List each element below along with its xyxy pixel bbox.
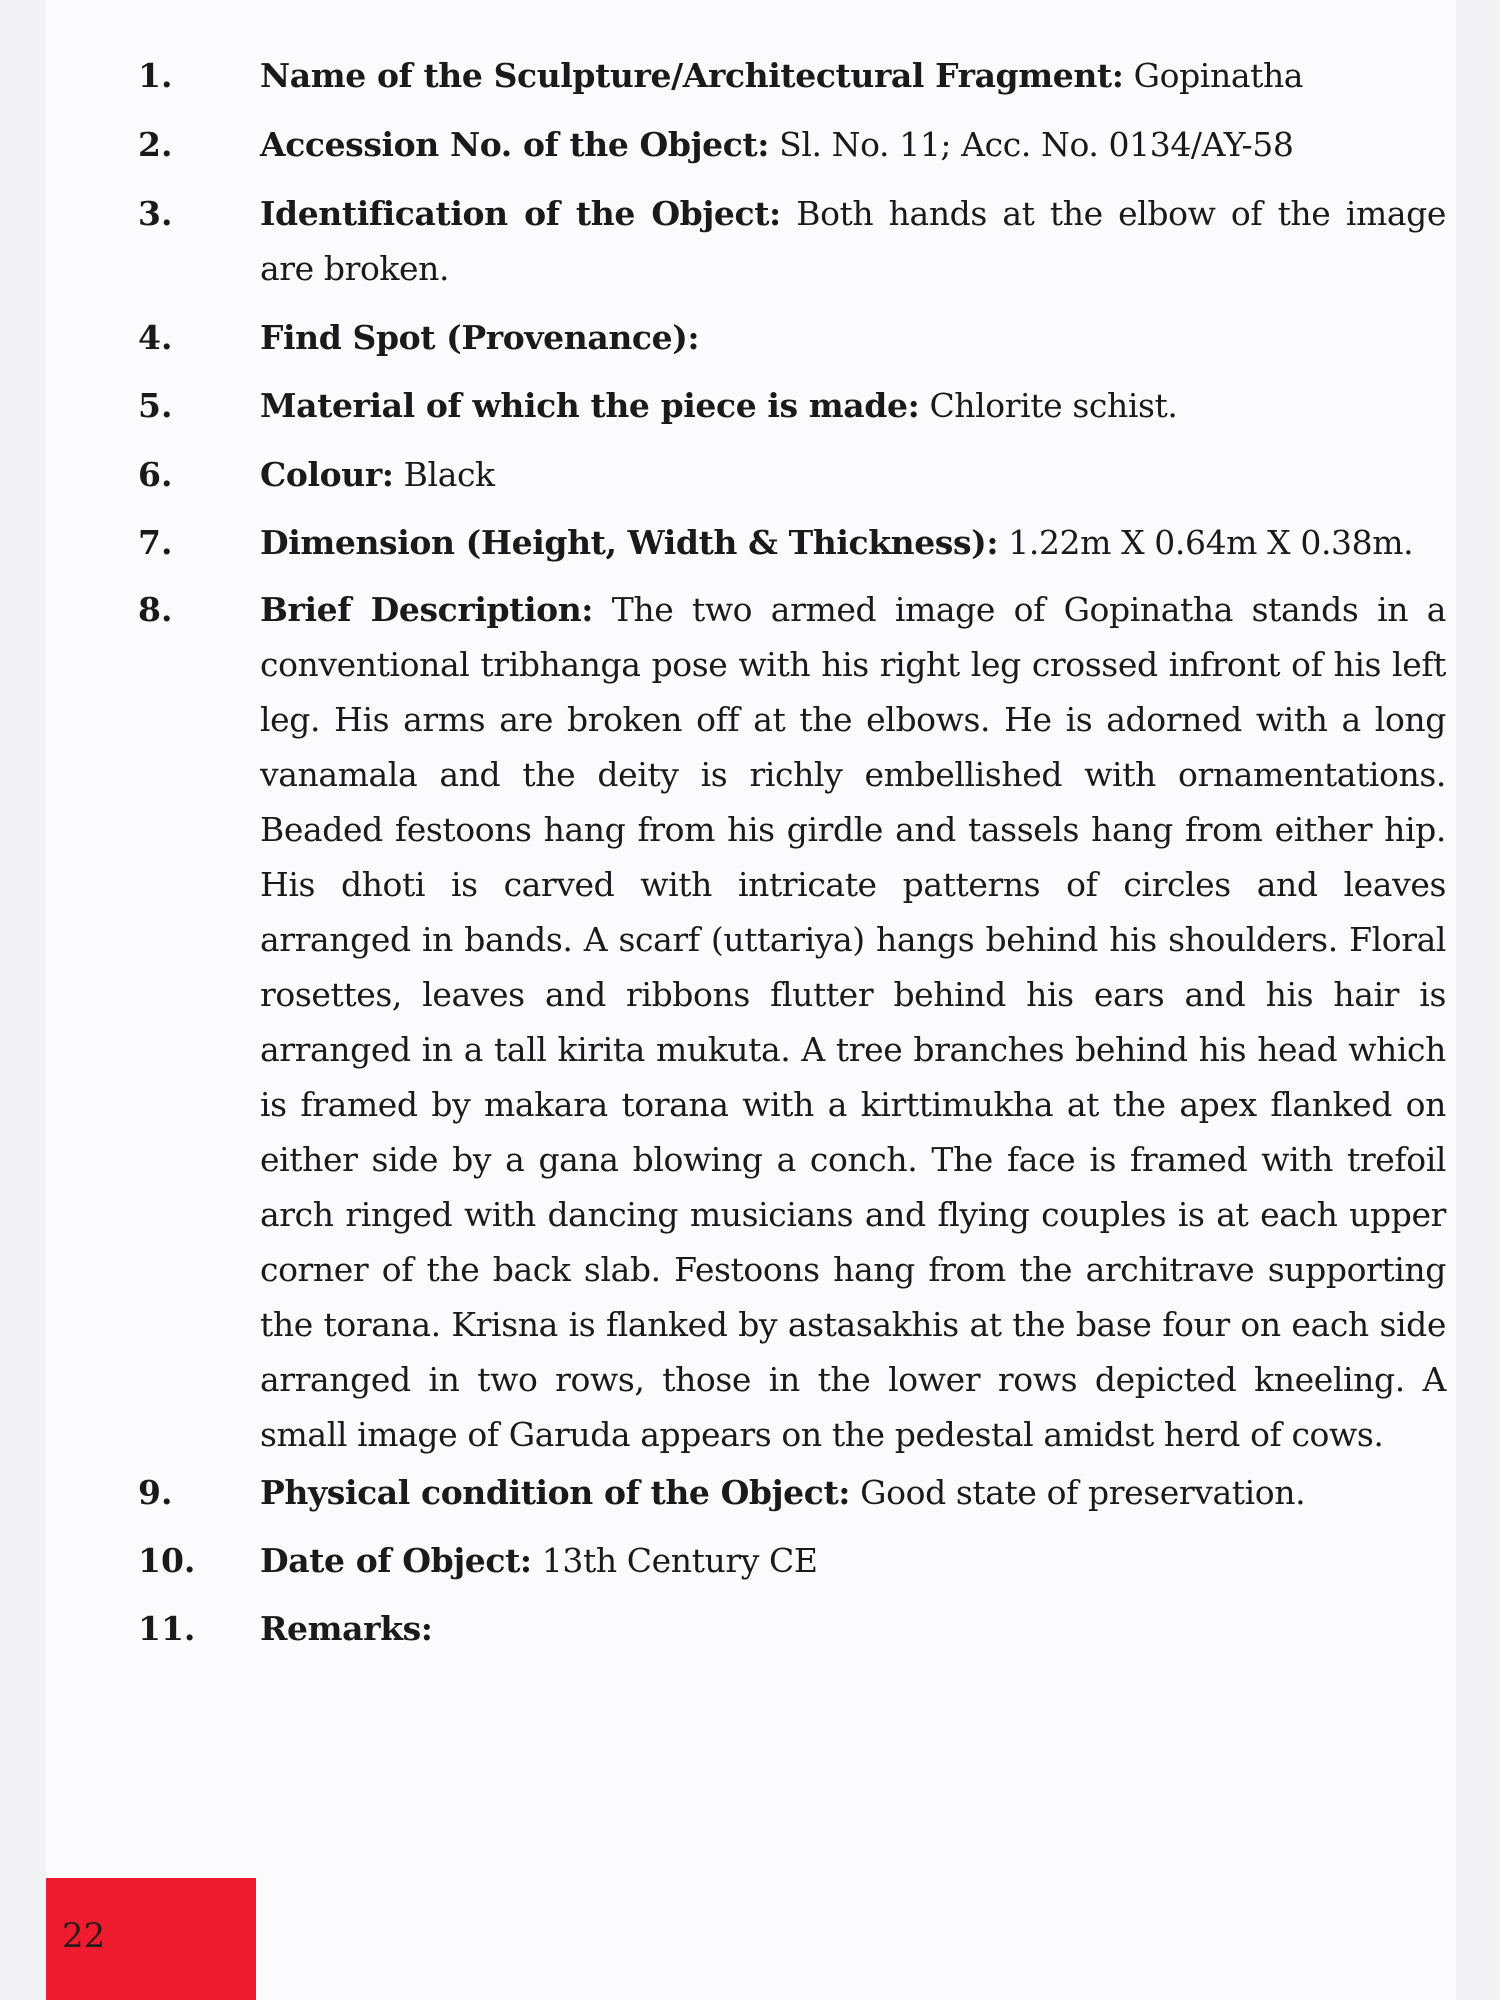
field-label: Physical condition of the Object: [260,1473,851,1512]
field-label: Accession No. of the Object: [260,125,770,164]
item-number: 9. [138,1473,173,1512]
field-sculpture-name [138,48,1446,103]
item-number: 2. [138,125,173,164]
field-identification [138,186,1446,296]
field-label: Name of the Sculpture/Architectural Fragment: [260,56,1124,95]
item-number: 7. [138,523,173,562]
field-remarks [138,1601,1446,1656]
field-accession-no [138,117,1446,172]
page-number-badge [46,1878,256,2000]
item-number: 8. [138,590,173,629]
field-brief-description [138,582,1446,1462]
field-value: Black [393,455,495,494]
item-number: 6. [138,455,173,494]
field-date [138,1533,1446,1588]
field-value: The two armed image of Gopinatha stands in a conventional tribhanga pose with his right leg crossed infront of his left leg. His arms are broken off at the elbows. He is adorned with a long vanamala and the deity is richly embellished with ornamentations. Beaded festoons hang from his girdle and tassels hang from either hip. His dhoti is carved with intricate patterns of circles and leaves arranged in bands. A scarf (uttariya) hangs behind his shoulders. Floral rosettes, leaves and ribbons flutter behind his ears and his hair is arranged in a tall kirita mukuta. A tree branches behind his head which is framed by makara torana with a kirttimukha at the apex flanked on either side by a gana blowing a conch. The face is framed with trefoil arch ringed with dancing musicians and flying couples is at each upper corner of the back slab. Festoons hang from the architrave supporting the torana. Krisna is flanked by astasakhis at the base four on each side arranged in two rows, those in the lower rows depicted kneeling. A small image of Garuda appears on the pedestal amidst herd of cows. [260,590,1446,1454]
field-value: Good state of preservation. [850,1473,1306,1512]
item-number: 4. [138,318,173,357]
field-value: 1.22m X 0.64m X 0.38m. [998,523,1414,562]
item-number: 1. [138,56,173,95]
item-number: 10. [138,1541,196,1580]
field-label: Brief Description: [260,590,594,629]
item-number: 11. [138,1609,196,1648]
field-value: Chlorite schist. [919,386,1178,425]
field-label: Find Spot (Provenance): [260,318,700,357]
field-physical-condition [138,1465,1446,1520]
item-number: 3. [138,194,173,233]
field-value: 13th Century CE [531,1541,818,1580]
field-value: Gopinatha [1123,56,1304,95]
field-label: Identification of the Object: [260,194,781,233]
page-number: 22 [62,1916,106,1956]
field-find-spot [138,310,1446,365]
field-label: Date of Object: [260,1541,532,1580]
field-material [138,378,1446,433]
field-colour [138,447,1446,502]
field-value: Sl. No. 11; Acc. No. 0134/AY-58 [769,125,1294,164]
field-value: Both hands at the elbow of the image are broken. [260,194,1447,288]
field-label: Remarks: [260,1609,433,1648]
field-label: Colour: [260,455,394,494]
item-number: 5. [138,386,173,425]
field-dimension [138,515,1446,570]
field-label: Dimension (Height, Width & Thickness): [260,523,999,562]
field-label: Material of which the piece is made: [260,386,920,425]
